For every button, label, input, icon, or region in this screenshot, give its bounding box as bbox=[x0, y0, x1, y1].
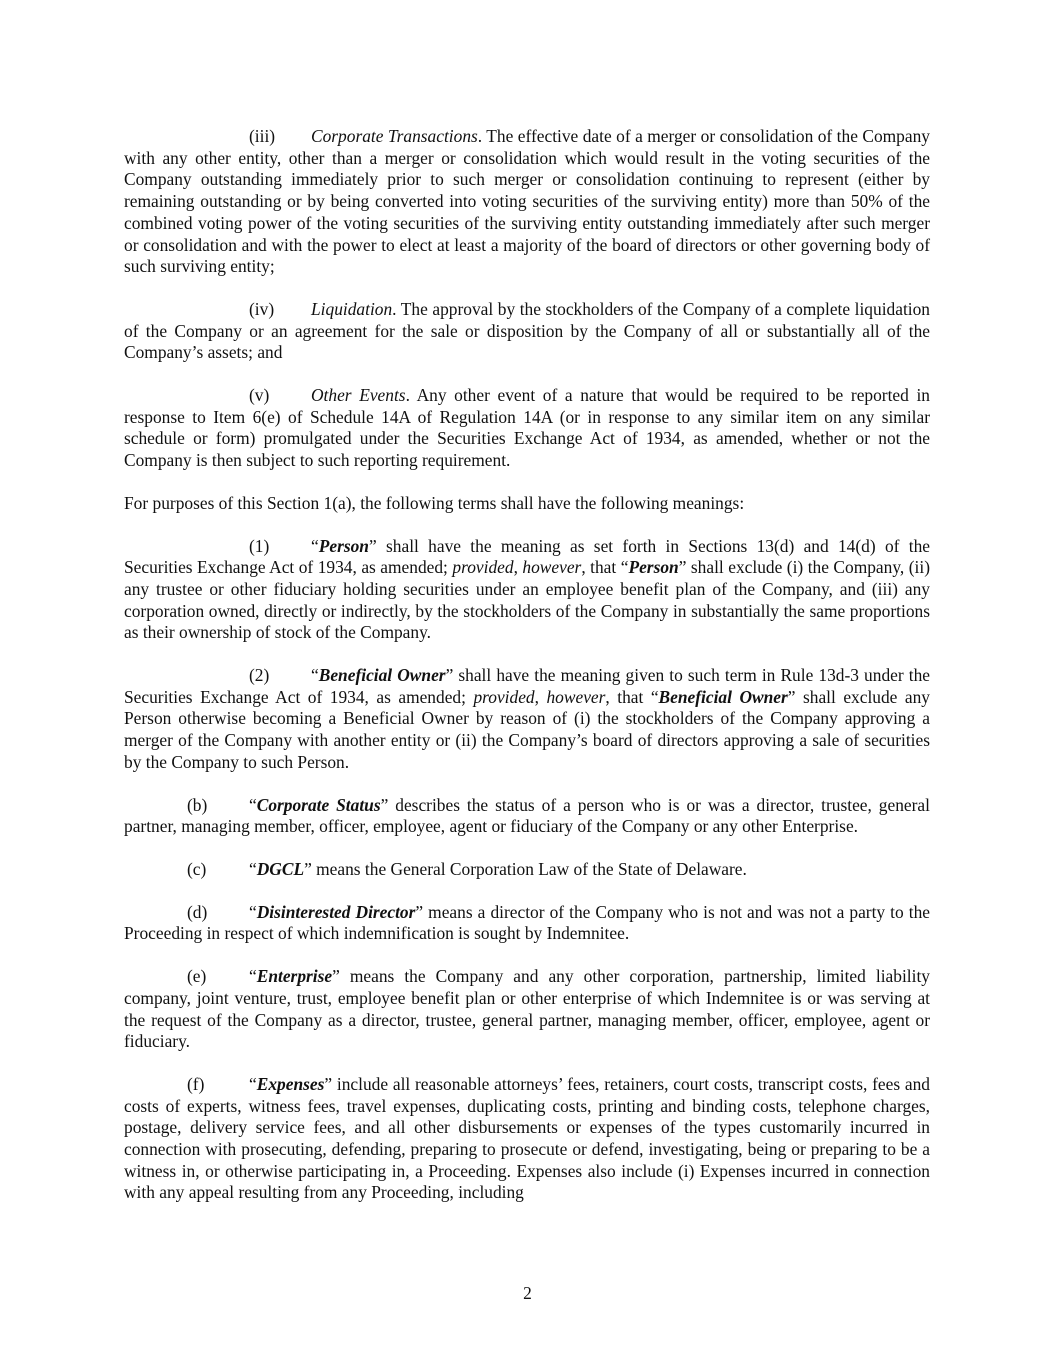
item-text: . The approval by the stockholders of the Company of a complete liquidation of the Company or an agreement for the sale or disposition by the Company of all or substantially all of the Company’s assets; and bbox=[124, 298, 930, 363]
document-page bbox=[124, 126, 930, 1225]
defined-term: Beneficial Owner bbox=[658, 686, 788, 707]
defined-term: Person bbox=[318, 535, 369, 556]
defined-term: Person bbox=[628, 557, 679, 578]
open-quote: “ bbox=[249, 1073, 257, 1094]
item-number: (c) bbox=[187, 858, 207, 879]
separator: , bbox=[513, 557, 523, 578]
item-title: Liquidation bbox=[311, 298, 393, 319]
paragraph-d bbox=[124, 902, 930, 945]
open-quote: “ bbox=[249, 966, 257, 987]
item-title: Other Events bbox=[311, 385, 406, 406]
item-number: (iii) bbox=[249, 126, 276, 146]
open-quote: “ bbox=[249, 901, 257, 922]
paragraph-e bbox=[124, 966, 930, 1053]
italic-word: however bbox=[546, 686, 606, 707]
item-number: (b) bbox=[187, 794, 208, 815]
item-text: ” means the Company and any other corporation, partnership, limited liability company, joint venture, trust, employee benefit plan or other enterprise of which Indemnitee is or was serving at the request of the Company as a director, trustee, general partner, managing member, officer, employee, agent or fiduciary. bbox=[124, 966, 930, 1052]
italic-word: provided bbox=[452, 557, 514, 578]
defined-term: Expenses bbox=[256, 1073, 325, 1094]
item-text: ” shall exclude (i) the Company, (ii) any trustee or other fiduciary holding securities under an employee benefit plan of the Company, and (iii) any corporation owned, directly or indirectly, by the stockholders of the Company in substantially the same proportions as their ownership of stock of the Company. bbox=[124, 557, 930, 643]
paragraph-c bbox=[124, 859, 930, 881]
item-text: , that “ bbox=[581, 557, 629, 578]
item-text: ” include all reasonable attorneys’ fees, retainers, court costs, transcript costs, fees and costs of experts, witness fees, travel expenses, duplicating costs, printing and binding costs, telephone charges, postage, delivery service fees, and all other disbursements or expenses of the types customarily incurred in connection with prosecuting, defending, preparing to prosecute or defend, investigating, being or preparing to be a witness in, or otherwise participating in, a Proceeding. Expenses also include (i) Expenses incurred in connection with any appeal resulting from any Proceeding, including bbox=[124, 1073, 930, 1203]
defined-term: Beneficial Owner bbox=[318, 665, 446, 686]
paragraph-v bbox=[124, 385, 930, 472]
defined-term: Disinterested Director bbox=[256, 901, 416, 922]
paragraph-2 bbox=[124, 665, 930, 774]
item-number: (1) bbox=[249, 535, 270, 556]
open-quote: “ bbox=[249, 794, 257, 815]
item-number: (f) bbox=[187, 1073, 205, 1094]
paragraph-b bbox=[124, 795, 930, 838]
open-quote: “ bbox=[311, 535, 319, 556]
item-number: (v) bbox=[249, 385, 270, 406]
item-text: ” means the General Corporation Law of the State of Delaware. bbox=[304, 858, 747, 879]
open-quote: “ bbox=[249, 858, 257, 879]
italic-word: provided bbox=[473, 686, 535, 707]
item-number: (iv) bbox=[249, 298, 275, 319]
page-number: 2 bbox=[523, 1283, 532, 1303]
item-number: (e) bbox=[187, 966, 207, 987]
paragraph-iv bbox=[124, 299, 930, 364]
item-text: ” describes the status of a person who is or was a director, trustee, general partner, managing member, officer, employee, agent or fiduciary of the Company or any other Enterprise. bbox=[124, 794, 930, 837]
paragraph-1 bbox=[124, 536, 930, 645]
defined-term: DGCL bbox=[256, 858, 305, 879]
paragraph-purposes: For purposes of this Section 1(a), the following terms shall have the following meanings: bbox=[124, 492, 745, 513]
item-text: ” shall have the meaning as set forth in Sections 13(d) and 14(d) of the Securities Exchange Act of 1934, as amended; bbox=[124, 535, 930, 578]
open-quote: “ bbox=[311, 665, 319, 686]
item-text: , that “ bbox=[605, 686, 659, 707]
paragraph-iii bbox=[124, 126, 930, 278]
item-title: Corporate Transactions bbox=[311, 126, 478, 146]
item-text: ” shall exclude any Person otherwise becoming a Beneficial Owner by reason of (i) the stockholders of the Company approving a merger of the Company with another entity or (ii) the Company’s board of directors approving a sale of securities by the Company to such Person. bbox=[124, 686, 930, 772]
paragraph-f bbox=[124, 1074, 930, 1204]
item-text: . The effective date of a merger or consolidation of the Company with any other entity, other than a merger or consolidation which would result in the voting securities of the Company outstanding immediately prior to such merger or consolidation continuing to represent (either by remaining outstanding or by being converted into voting securities of the surviving entity) more than 50% of the combined voting power of the voting securities of the surviving entity outstanding immediately after such merger or consolidation and with the power to elect at least a majority of the board of directors or other governing body of such surviving entity; bbox=[124, 126, 930, 277]
italic-word: however bbox=[522, 557, 582, 578]
separator: , bbox=[534, 686, 547, 707]
item-text: ” means a director of the Company who is not and was not a party to the Proceeding in respect of which indemnification is sought by Indemnitee. bbox=[124, 901, 931, 944]
item-text: . Any other event of a nature that would be required to be reported in response to Item 6(e) of Schedule 14A of Regulation 14A (or in response to any similar item on any similar schedule or form) promulgated under the Securities Exchange Act of 1934, as amended, whether or not the Company is then subject to such reporting requirement. bbox=[124, 385, 930, 471]
item-text: ” shall have the meaning given to such term in Rule 13d-3 under the Securities Exchange Act of 1934, as amended; bbox=[124, 665, 930, 707]
item-number: (2) bbox=[249, 665, 270, 686]
item-number: (d) bbox=[187, 901, 208, 922]
defined-term: Enterprise bbox=[256, 966, 333, 987]
defined-term: Corporate Status bbox=[256, 794, 381, 815]
